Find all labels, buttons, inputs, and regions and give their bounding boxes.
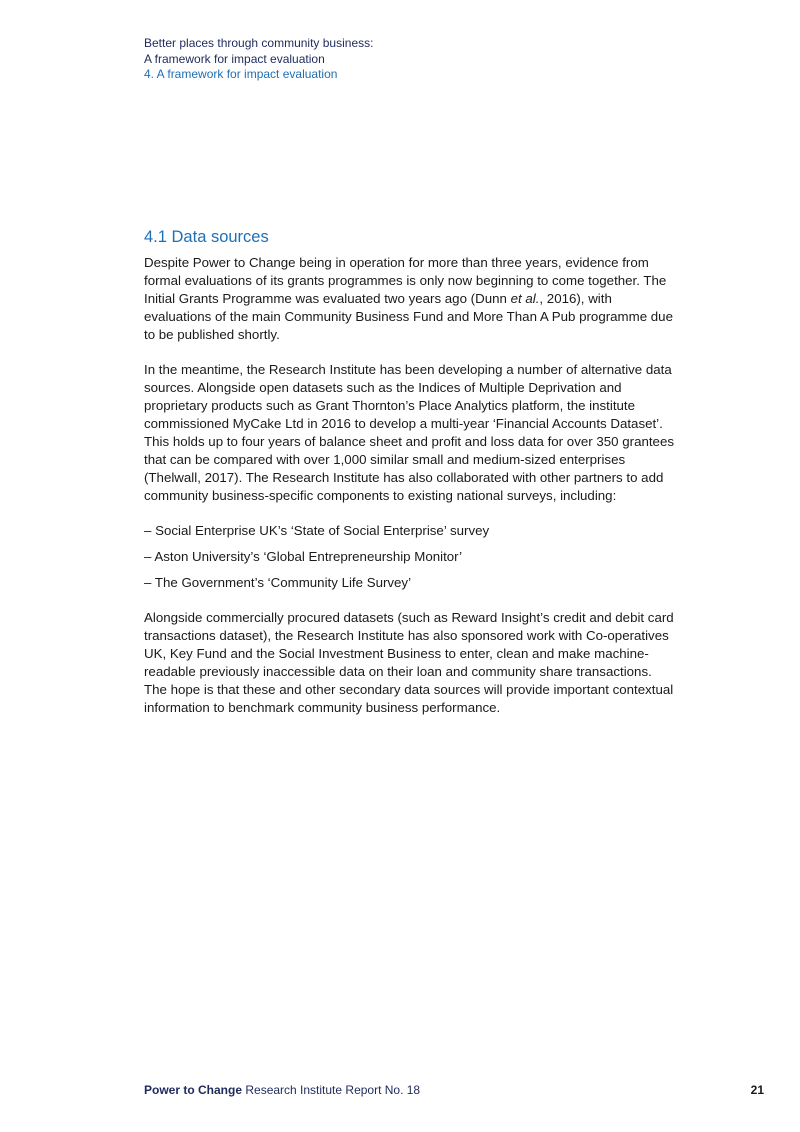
main-content: [144, 226, 674, 734]
survey-list: [144, 522, 674, 592]
footer-brand: Power to Change: [144, 1083, 243, 1097]
list-item: – Aston University’s ‘Global Entrepreneurship Monitor’: [144, 549, 463, 564]
footer-report-title: Research Institute Report No. 18: [242, 1083, 421, 1097]
section-heading: 4.1 Data sources: [144, 228, 269, 246]
header-chapter: 4. A framework for impact evaluation: [144, 67, 338, 81]
page-number: 21: [750, 1083, 764, 1097]
header-title-line2: A framework for impact evaluation: [144, 51, 325, 66]
header-title-line1: Better places through community business:: [144, 36, 374, 50]
page-footer: [144, 1082, 764, 1098]
paragraph-3: Alongside commercially procured datasets (such as Reward Insight’s credit and debit card transactions dataset), the Research Institute has also sponsored work with Co-operatives UK, Key Fund and the Social Investment Business to enter, clean and make machine-readable previously inaccessible data on their loan and community share transactions. The hope is that these and other secondary data sources will provide important contextual information to benchmark community business performance.: [144, 610, 674, 715]
paragraph-2: In the meantime, the Research Institute has been developing a number of alternative data sources. Alongside open datasets such as the Indices of Multiple Deprivation and proprietary products such as Grant Thornton’s Place Analytics platform, the institute commissioned MyCake Ltd in 2016 to develop a multi-year ‘Financial Accounts Dataset’. This holds up to four years of balance sheet and profit and loss data for over 350 grantees that can be compared with over 1,000 similar small and medium-sized enterprises (Thelwall, 2017). The Research Institute has also collaborated with other partners to add community business-specific components to existing national surveys, including:: [144, 362, 674, 503]
paragraph-1-citation-italic: et al.: [510, 291, 540, 306]
list-item: – Social Enterprise UK’s ‘State of Social Enterprise’ survey: [144, 523, 490, 538]
list-item: – The Government’s ‘Community Life Survey’: [144, 575, 412, 590]
paragraph-1-part-a: Despite Power to Change being in operation for more than three years, evidence from formal evaluations of its grants programmes is only now beginning to come together. The Initial Grants Programme was evaluated two years ago (Dunn: [144, 255, 667, 306]
paragraph-1: [144, 254, 674, 344]
running-header: [144, 36, 373, 83]
paragraph-1-part-b: , 2016), with evaluations of the main Community Business Fund and More Than A Pub programme due to be published shortly.: [144, 291, 673, 342]
